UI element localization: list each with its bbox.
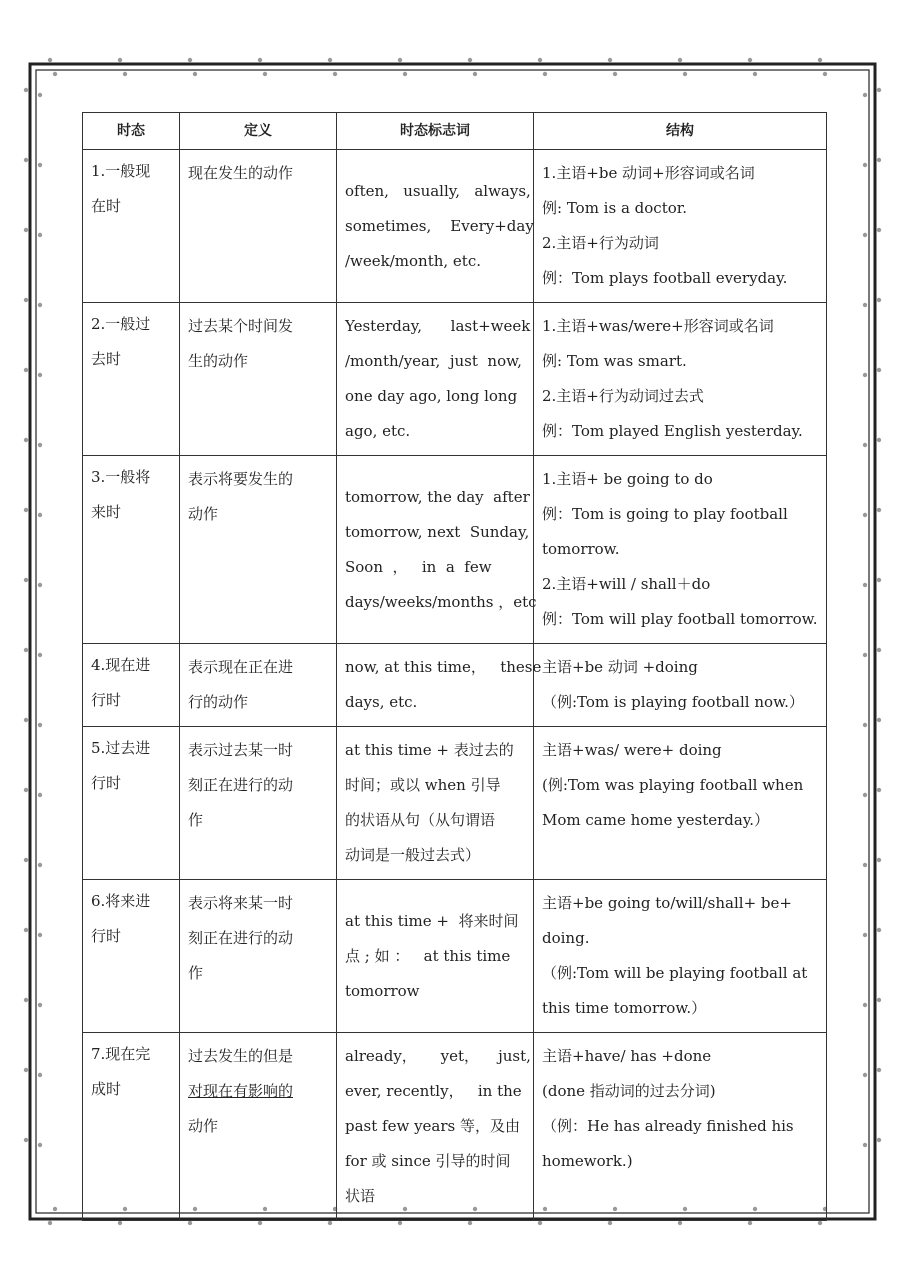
markers-line: days/weeks/months ，etc xyxy=(345,592,537,611)
markers-cell xyxy=(337,303,534,456)
markers-line: /month/year, just now, xyxy=(345,352,522,370)
tense-cell xyxy=(83,303,180,456)
structure-line: this time tomorrow.） xyxy=(542,999,707,1017)
structure-line: 例: Tom is a doctor. xyxy=(542,199,688,217)
markers-cell xyxy=(337,150,534,303)
table-row xyxy=(83,880,827,1033)
tense-line: 7.现在完 xyxy=(91,1045,151,1063)
structure-line: （例:Tom will be playing football at xyxy=(542,964,808,982)
definition-line: 对现在有影响的 xyxy=(188,1082,294,1100)
tense-line: 来时 xyxy=(91,503,122,521)
markers-cell xyxy=(337,880,534,1033)
markers-line: at this time + 将来时间 xyxy=(345,911,519,930)
tense-line: 行时 xyxy=(91,927,122,945)
structure-line: 主语+was/ were+ doing xyxy=(542,741,722,759)
table-row xyxy=(83,727,827,880)
structure-cell xyxy=(534,644,827,727)
definition-line: 作 xyxy=(188,811,204,829)
markers-line: now, at this time， these xyxy=(345,658,542,676)
markers-line: ever, recently， in the xyxy=(345,1082,522,1100)
markers-line: 点 ; 如 ： at this time xyxy=(345,946,511,965)
tense-cell xyxy=(83,150,180,303)
structure-line: 2.主语+will / shall＋do xyxy=(542,575,711,593)
definition-line: 表示将要发生的 xyxy=(188,470,294,488)
definition-line: 动作 xyxy=(188,1117,219,1135)
tense-line: 4.现在进 xyxy=(91,656,151,674)
markers-line: tomorrow xyxy=(345,981,420,1000)
definition-cell xyxy=(180,727,337,880)
definition-cell xyxy=(180,880,337,1033)
structure-line: 主语+be going to/will/shall+ be+ xyxy=(542,894,792,912)
table-row xyxy=(83,456,827,644)
structure-line: 2.主语+行为动词过去式 xyxy=(542,387,704,405)
structure-cell xyxy=(534,303,827,456)
markers-line: often, usually, always, xyxy=(345,181,531,200)
structure-line: 例：Tom will play football tomorrow. xyxy=(542,610,818,628)
definition-cell xyxy=(180,456,337,644)
markers-line: 状语 xyxy=(345,1187,376,1205)
structure-line: tomorrow. xyxy=(542,540,620,558)
structure-line: 例：Tom is going to play football xyxy=(542,505,788,523)
markers-line: for 或 since 引导的时间 xyxy=(345,1152,511,1170)
tense-line: 5.过去进 xyxy=(91,739,151,757)
definition-cell xyxy=(180,644,337,727)
tense-line: 成时 xyxy=(91,1080,122,1098)
tense-table xyxy=(82,112,827,1221)
definition-line: 表示过去某一时 xyxy=(188,741,294,759)
structure-line: Mom came home yesterday.） xyxy=(542,811,770,829)
markers-line: one day ago, long long xyxy=(345,387,518,405)
structure-cell xyxy=(534,727,827,880)
structure-line: 1.主语+ be going to do xyxy=(542,470,713,488)
markers-line: tomorrow, next Sunday, xyxy=(345,522,530,541)
definition-line: 表示现在正在进 xyxy=(188,658,294,676)
markers-cell xyxy=(337,456,537,644)
table-row xyxy=(83,303,827,456)
definition-cell xyxy=(180,1033,337,1221)
structure-line: （例:Tom is playing football now.） xyxy=(542,693,804,711)
structure-line: 主语+be 动词 +doing xyxy=(542,658,698,676)
markers-line: tomorrow, the day after xyxy=(345,487,530,506)
tense-cell xyxy=(83,880,180,1033)
markers-cell xyxy=(337,727,534,880)
tense-line: 2.一般过 xyxy=(91,315,151,333)
structure-line: (例:Tom was playing football when xyxy=(542,776,804,794)
definition-line: 行的动作 xyxy=(188,693,249,711)
tense-line: 去时 xyxy=(91,350,122,368)
markers-line: ago, etc. xyxy=(345,422,411,440)
definition-line: 表示将来某一时 xyxy=(188,894,294,912)
definition-cell xyxy=(180,150,337,303)
markers-line: already， yet， just, xyxy=(345,1047,531,1065)
markers-cell xyxy=(337,644,542,727)
tense-cell xyxy=(83,727,180,880)
markers-line: 的状语从句（从句谓语 xyxy=(345,811,496,829)
markers-line: sometimes, Every+day xyxy=(345,216,534,235)
markers-line: 动词是一般过去式） xyxy=(345,846,481,864)
tense-line: 在时 xyxy=(91,197,122,215)
structure-cell xyxy=(534,880,827,1033)
structure-line: (done 指动词的过去分词) xyxy=(542,1082,716,1100)
markers-line: past few years 等，及由 xyxy=(345,1117,521,1135)
tense-line: 1.一般现 xyxy=(91,162,151,180)
structure-line: 例：Tom plays football everyday. xyxy=(542,269,788,287)
structure-line: 1.主语+be 动词+形容词或名词 xyxy=(542,164,755,182)
tense-cell xyxy=(83,1033,180,1221)
structure-line: 1.主语+was/were+形容词或名词 xyxy=(542,317,774,335)
tense-cell xyxy=(83,456,180,644)
definition-line: 过去某个时间发 xyxy=(188,317,294,335)
definition-cell xyxy=(180,303,337,456)
tense-line: 行时 xyxy=(91,774,122,792)
structure-line: 例: Tom was smart. xyxy=(542,352,687,370)
table-row xyxy=(83,150,827,303)
definition-line: 刻正在进行的动 xyxy=(188,929,294,947)
definition-line: 过去发生的但是 xyxy=(188,1047,294,1065)
definition-line: 动作 xyxy=(188,505,219,523)
structure-cell xyxy=(534,1033,827,1221)
header-definition: 定义 xyxy=(180,113,337,150)
definition-line: 作 xyxy=(188,964,204,982)
structure-line: doing. xyxy=(542,929,590,947)
tense-line: 行时 xyxy=(91,691,122,709)
markers-line: /week/month, etc. xyxy=(345,251,482,270)
structure-cell xyxy=(534,150,827,303)
structure-line: （例：He has already finished his xyxy=(542,1117,794,1135)
markers-line: days, etc. xyxy=(345,693,418,711)
markers-line: Soon ， in a few xyxy=(345,557,492,576)
tense-line: 3.一般将 xyxy=(91,468,151,486)
structure-line: 2.主语+行为动词 xyxy=(542,234,659,252)
structure-line: homework.) xyxy=(542,1152,633,1170)
structure-cell xyxy=(534,456,827,644)
structure-line: 主语+have/ has +done xyxy=(542,1047,712,1065)
structure-line: 例：Tom played English yesterday. xyxy=(542,422,803,440)
definition-line: 刻正在进行的动 xyxy=(188,776,294,794)
tense-cell xyxy=(83,644,180,727)
header-tense: 时态 xyxy=(83,113,180,150)
tense-line: 6.将来进 xyxy=(91,892,151,910)
table-row xyxy=(83,1033,827,1221)
header-structure: 结构 xyxy=(534,113,827,150)
header-markers: 时态标志词 xyxy=(337,113,534,150)
definition-line: 生的动作 xyxy=(188,352,249,370)
markers-line: 时间；或以 when 引导 xyxy=(345,776,501,794)
definition-line: 现在发生的动作 xyxy=(188,164,294,182)
table-row xyxy=(83,644,827,727)
markers-line: at this time + 表过去的 xyxy=(345,741,514,759)
markers-cell xyxy=(337,1033,534,1221)
header-row xyxy=(83,113,827,150)
markers-line: Yesterday, last+week xyxy=(345,317,531,335)
